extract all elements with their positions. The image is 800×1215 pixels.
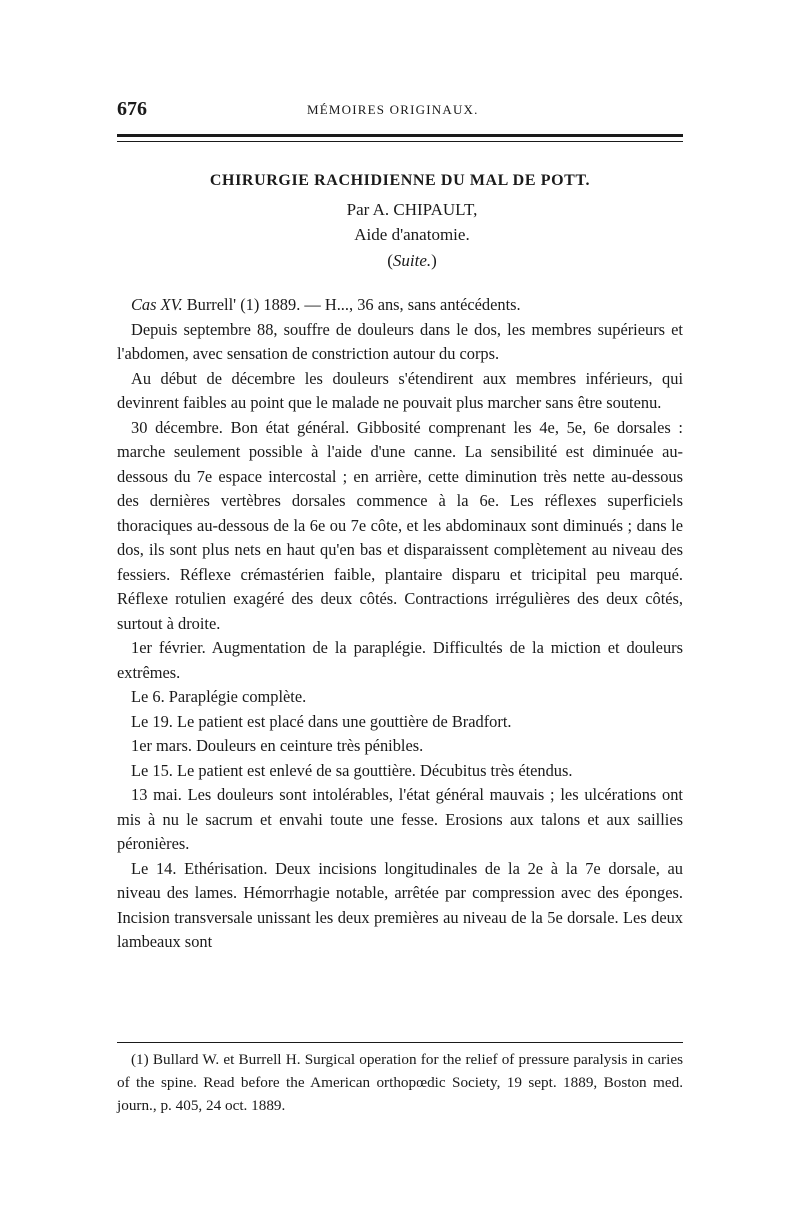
continuation-note: (Suite.): [387, 251, 437, 270]
page-header: [117, 98, 683, 124]
paragraph: Depuis septembre 88, souffre de douleurs dans le dos, les membres supérieurs et l'abdomen, avec sensation de constriction autour du corps.: [117, 319, 683, 363]
footnote: [117, 1048, 683, 1117]
author-role: Aide d'anatomie.: [354, 225, 470, 244]
paragraph: 13 mai. Les douleurs sont intolérables, l'état général mauvais ; les ulcérations ont mis à nu le sacrum et envahi toute une fesse. Erosions aux talons et aux saillies péronières.: [117, 785, 683, 853]
paragraph: 1er mars. Douleurs en ceinture très pénibles.: [131, 736, 424, 755]
paragraph: Le 19. Le patient est placé dans une gouttière de Bradfort.: [131, 711, 512, 731]
paragraph: 30 décembre. Bon état général. Gibbosité comprenant les 4e, 5e, 6e dorsales : marche seulement possible à l'aide d'une canne. La sensibilité est diminuée au-dessous du 7e espace intercostal ; en arrière, cette diminution très nette au-dessous des dernières vertèbres dorsales commence à la 6e. Les réflexes superficiels thoraciques au-dessous de la 6e ou 7e côte, et les abdominaux sont diminués ; dans le dos, ils sont plus nets en haut qu'en bas et disparaissent complètement au niveau des fessiers. Réflexe crémastérien faible, plantaire disparu et tricipital peu marqué. Réflexe rotulien exagéré des deux côtés. Contractions irrégulières des deux côtés, surtout à droite.: [117, 417, 683, 633]
paragraph: 1er février. Augmentation de la paraplégie. Difficultés de la miction et douleurs extrêmes.: [117, 638, 683, 682]
continuation-label: Suite.: [392, 251, 432, 270]
paragraph-text: Burrell' (1) 1889. — H..., 36 ans, sans antécédents.: [182, 295, 521, 314]
footnote-rule: [117, 1042, 683, 1043]
article-title: CHIRURGIE RACHIDIENNE DU MAL DE POTT.: [209, 172, 591, 189]
paragraph: Le 6. Paraplégie complète.: [131, 687, 307, 706]
footnote-text: (1) Bullard W. et Burrell H. Surgical operation for the relief of pressure paralysis in caries of the spine. Read before the American orthopœdic Society, 19 sept. 1889, Boston med. journ., p. 405, 24 oct. 1889.: [117, 1051, 683, 1114]
header-rule-thick: [117, 134, 683, 137]
page-number: 676: [117, 98, 147, 120]
running-head: MÉMOIRES ORIGINAUX.: [307, 102, 479, 117]
article-body: [117, 293, 683, 955]
paragraph: Le 15. Le patient est enlevé de sa gouttière. Décubitus très étendus.: [131, 760, 573, 780]
header-rule-thin: [117, 141, 683, 142]
case-label: Cas XV.: [131, 295, 183, 314]
paragraph: Au début de décembre les douleurs s'étendirent aux membres inférieurs, qui devinrent faibles au point que le malade ne pouvait plus marcher sans être soutenu.: [117, 368, 683, 412]
paragraph: Le 14. Ethérisation. Deux incisions longitudinales de la 2e à la 7e dorsale, au niveau des lames. Hémorrhagie notable, arrêtée par compression avec des éponges. Incision transversale unissant les deux premières au niveau de la 5e dorsale. Les deux lambeaux sont: [117, 858, 683, 951]
article-author: Par A. CHIPAULT,: [346, 200, 478, 219]
article-heading: [117, 172, 683, 271]
paragraph: [117, 293, 683, 318]
